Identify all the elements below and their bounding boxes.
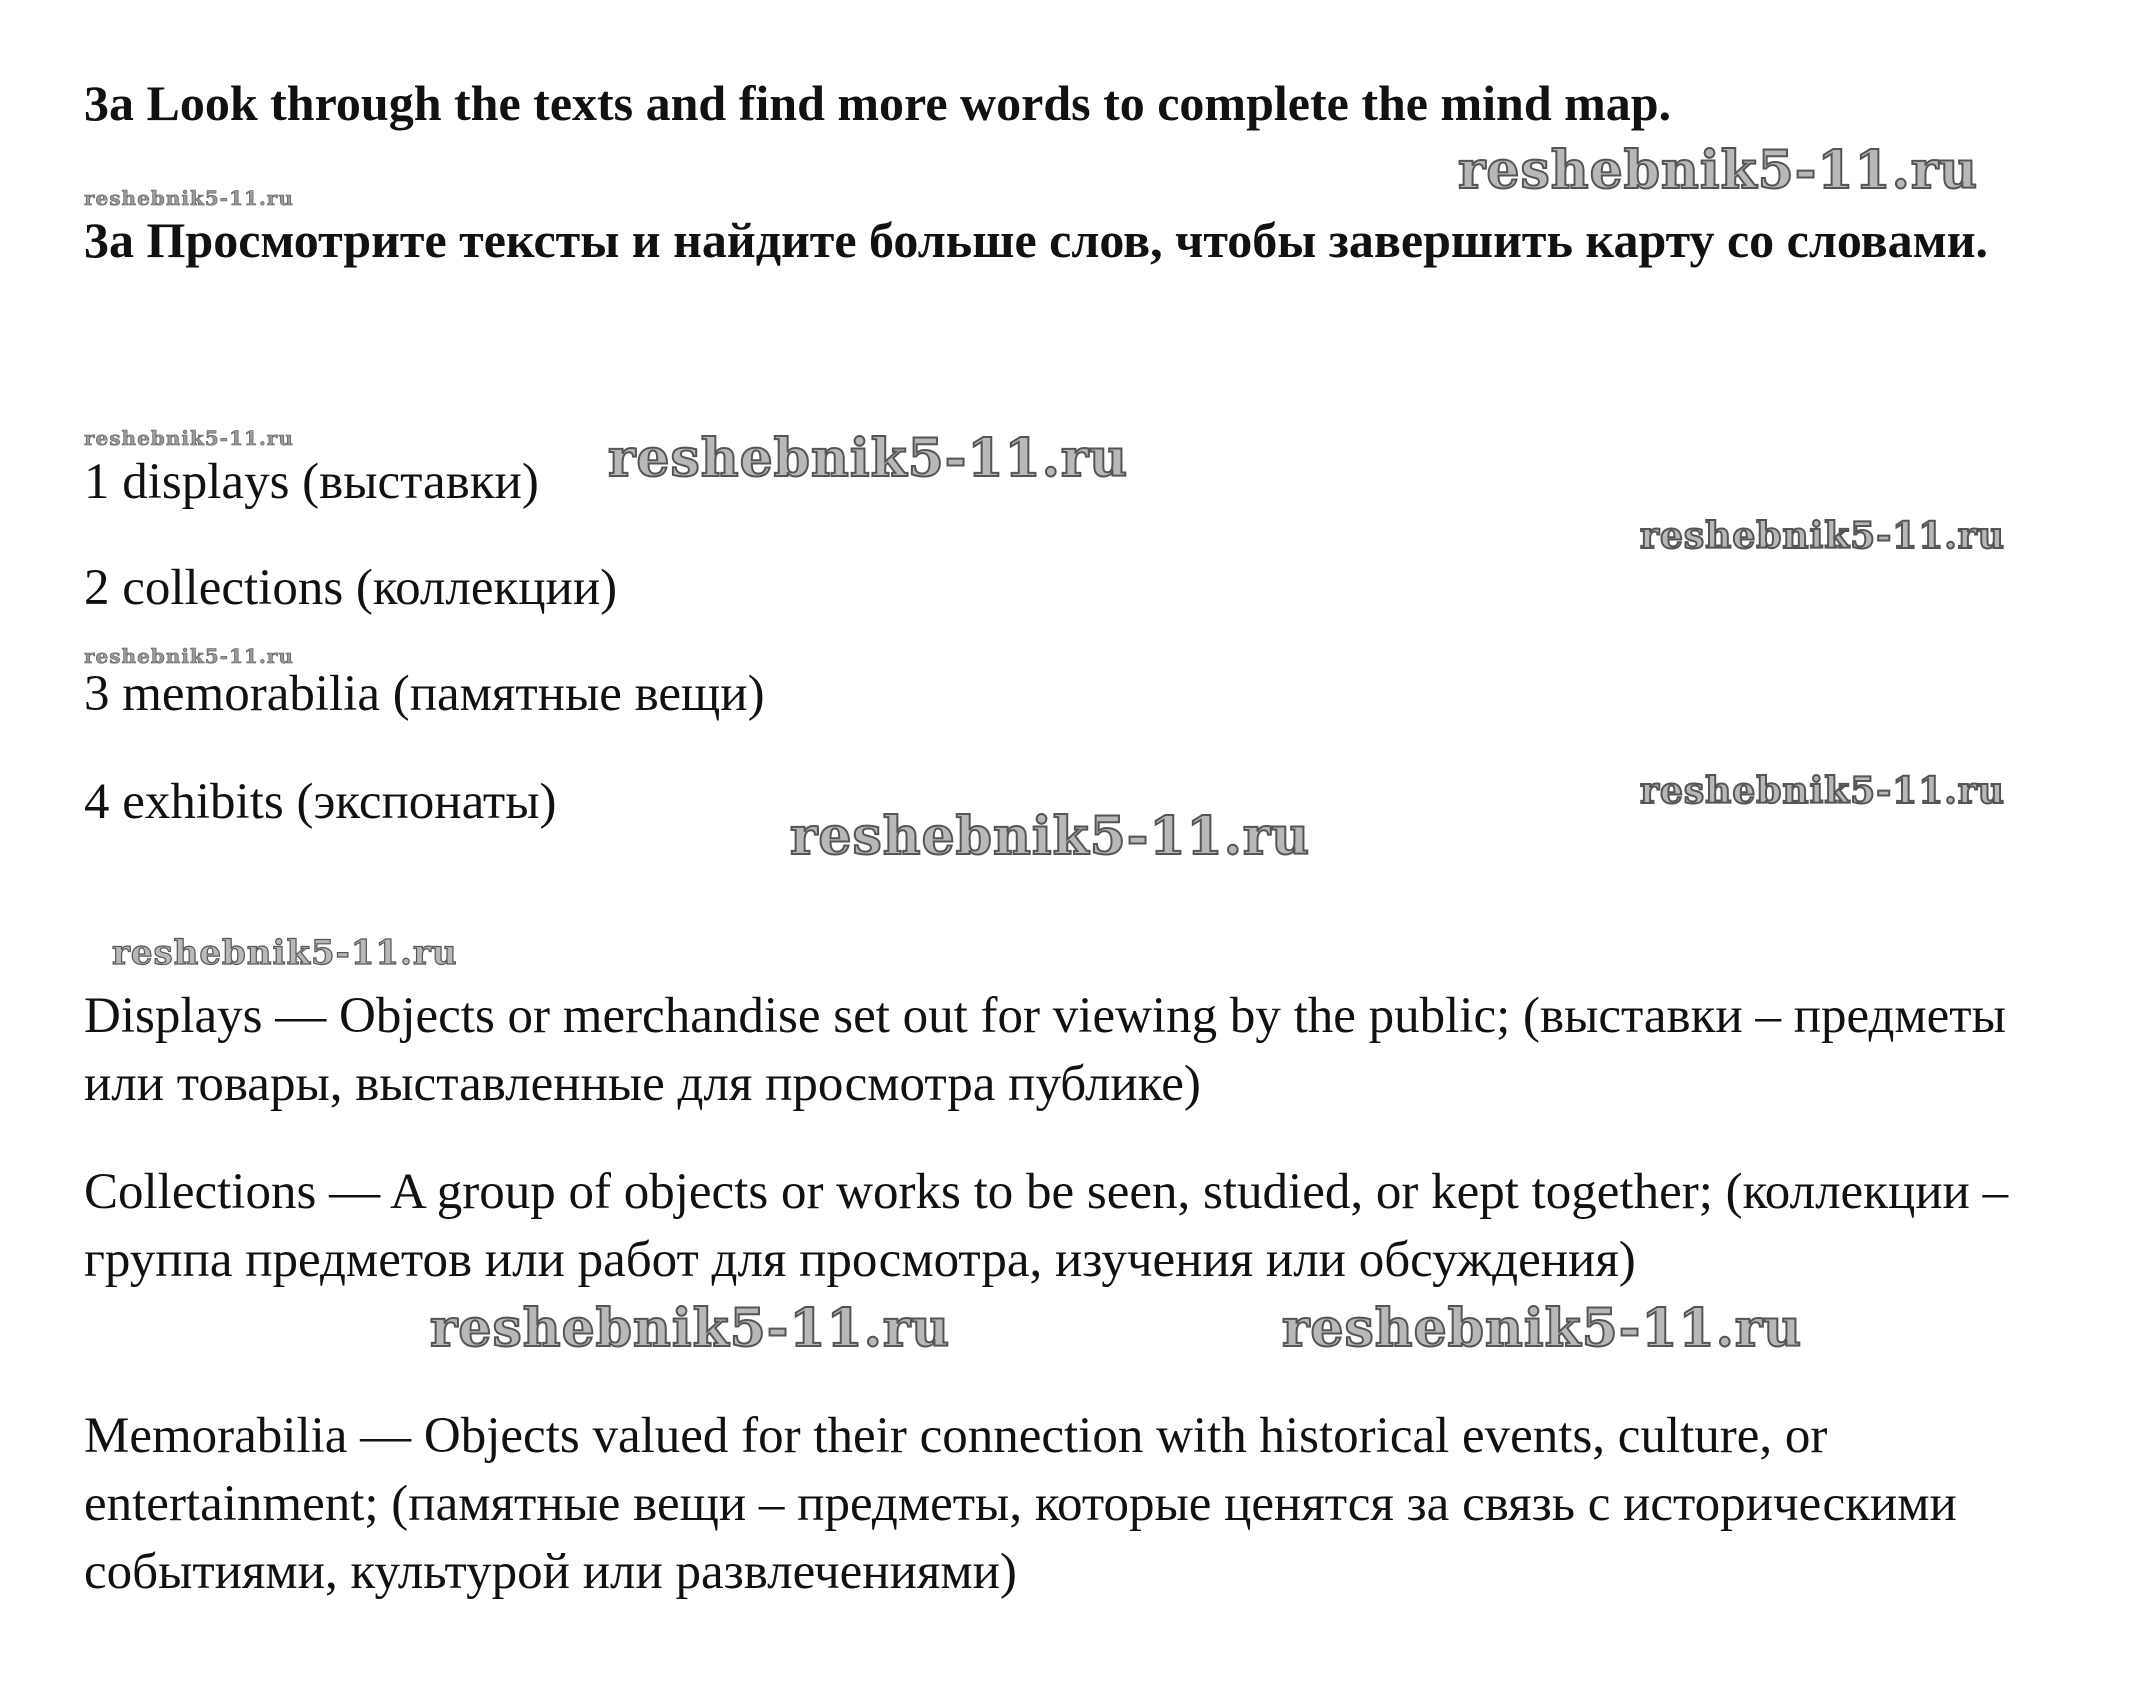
watermark: reshebnik5-11.ru (84, 426, 294, 450)
definition-memorabilia: Memorabilia — Objects valued for their connection with historical events, culture, or entertainment; (памятные вещи – предметы, которые ценятся за связь с историческими событиями, культурой или развлечениями) (84, 1408, 1957, 1600)
list-item: 3 memorabilia (памятные вещи) (84, 666, 765, 722)
watermark: reshebnik5-11.ru (84, 644, 294, 668)
watermark: reshebnik5-11.ru (430, 1298, 951, 1359)
list-item: 2 collections (коллекции) (84, 560, 618, 616)
watermark: reshebnik5-11.ru (790, 806, 1311, 867)
definition-collections: Collections — A group of objects or works to be seen, studied, or kept together; (коллекции – группа предметов или работ для просмотра, изучения или обсуждения) (84, 1164, 2009, 1288)
watermark: reshebnik5-11.ru (112, 933, 458, 973)
watermark: reshebnik5-11.ru (1640, 770, 2005, 812)
watermark: reshebnik5-11.ru (1458, 140, 1979, 201)
task-heading-en: 3a Look through the texts and find more words to complete the mind map. (84, 75, 1672, 131)
watermark: reshebnik5-11.ru (1282, 1298, 1803, 1359)
definition-displays: Displays — Objects or merchandise set out for viewing by the public; (выставки – предметы или товары, выставленные для просмотра публике) (84, 988, 2006, 1112)
task-heading-ru: 3a Просмотрите тексты и найдите больше слов, чтобы завершить карту со словами. (84, 212, 1989, 268)
watermark: reshebnik5-11.ru (1640, 515, 2005, 557)
watermark: reshebnik5-11.ru (84, 186, 294, 210)
list-item: 4 exhibits (экспонаты) (84, 774, 557, 830)
watermark: reshebnik5-11.ru (608, 428, 1129, 489)
list-item: 1 displays (выставки) (84, 454, 539, 510)
